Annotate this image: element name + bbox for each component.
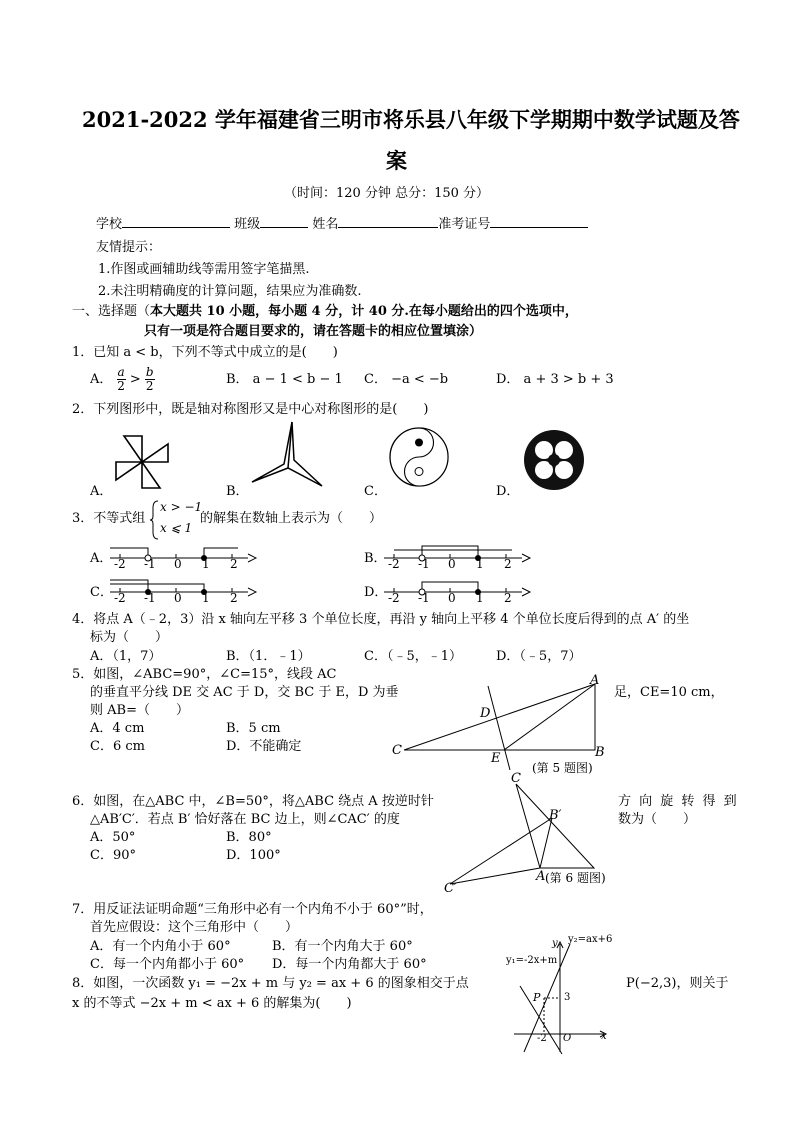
q2-option-a[interactable]: A． [90, 484, 113, 499]
q5-stem-3: 则 AB=（ ） [90, 703, 189, 718]
q1-option-b[interactable]: B． a − 1 < b − 1 [226, 372, 343, 387]
q6-stem-2-right: 数为（ ） [618, 812, 697, 827]
q1-option-d[interactable]: D． a + 3 > b + 3 [496, 372, 614, 387]
q8-label-y2: y₂=ax+6 [568, 934, 613, 945]
pinwheel-figure [112, 432, 172, 492]
q8-stem-1: 8．如图，一次函数 y₁ = −2x + m 与 y₂ = ax + 6 的图象相交于点 [72, 976, 469, 991]
class-label: 班级 [234, 217, 261, 232]
q5-label-e: E [491, 751, 501, 766]
q8-label-y1: y₁=-2x+m [506, 955, 558, 966]
q8-label-origin: O [563, 1033, 572, 1044]
section-instructions-2: 只有一项是符合题目要求的，请在答题卡的相应位置填涂） [144, 324, 483, 339]
section-heading [72, 304, 578, 320]
q6-fig-caption: (第 6 题图) [545, 871, 606, 885]
q1-a-num1: a [117, 365, 125, 379]
q4-option-c[interactable]: C．（﹣5，﹣1） [364, 649, 462, 664]
q8-label-p: P [533, 991, 541, 1004]
tips-heading: 友情提示： [96, 240, 162, 255]
q6-option-c[interactable]: C．90° [90, 848, 136, 863]
q7-stem-1: 7．用反证法证明命题“三角形中必有一个内角不小于 60°”时， [72, 902, 433, 917]
q1-option-a[interactable] [90, 366, 155, 393]
q4-option-a[interactable]: A．（1，7） [90, 649, 162, 664]
q1-a-op: > [129, 372, 141, 387]
q5-fig-caption: (第 5 题图) [532, 761, 593, 775]
q1-stem: 1．已知 a < b，下列不等式中成立的是( ) [72, 345, 338, 360]
q8-label-x-axis: x [601, 1031, 607, 1042]
q6-label-c-prime: C′ [444, 881, 457, 896]
three-point-star-figure [244, 420, 326, 492]
system-brace-icon [150, 500, 160, 540]
q5-option-c[interactable]: C．6 cm [90, 739, 145, 754]
q2-stem: 2．下列图形中，既是轴对称图形又是中心对称图形的是( ) [72, 402, 429, 417]
q1-a-den1: 2 [117, 379, 125, 393]
q5-option-a[interactable]: A．4 cm [90, 721, 145, 736]
q2-option-c[interactable]: C． [364, 484, 387, 499]
name-label: 姓名 [312, 217, 339, 232]
q3-option-a[interactable]: A． [90, 551, 113, 566]
q8-label-three: 3 [564, 992, 571, 1003]
q8-label-neg2: -2 [537, 1033, 547, 1044]
q3-option-b[interactable]: B． [364, 551, 387, 566]
q7-option-a[interactable]: A．有一个内角小于 60° [90, 939, 231, 954]
q3-option-d[interactable]: D． [364, 585, 388, 600]
q5-option-b[interactable]: B．5 cm [226, 721, 281, 736]
time-info: （时间：120 分钟 总分：150 分） [284, 186, 490, 201]
class-blank[interactable] [260, 214, 308, 228]
q5-option-d[interactable]: D．不能确定 [226, 739, 302, 754]
q6-option-a[interactable]: A．50° [90, 830, 136, 845]
q5-stem-2: 的垂直平分线 DE 交 AC 于 D，交 BC 于 E，D 为垂 [90, 685, 399, 700]
page-title: 2021-2022 学年福建省三明市将乐县八年级下学期期中数学试题及答 [82, 107, 740, 132]
page-title-cont: 案 [386, 148, 407, 173]
q6-label-c: C [511, 771, 521, 786]
name-blank[interactable] [338, 214, 438, 228]
q4-option-b[interactable]: B．（1．﹣1） [226, 649, 311, 664]
q4-stem-2: 标为（ ） [90, 630, 169, 645]
q3-stem [72, 511, 145, 527]
q7-option-c[interactable]: C．每一个内角都小于 60° [90, 957, 245, 972]
clover-circle-figure [522, 428, 586, 492]
q8-stem-2: x 的不等式 −2x + m < ax + 6 的解集为( ) [72, 996, 352, 1011]
q6-stem-2: △AB′C′．若点 B′ 恰好落在 BC 边上，则∠CAC′ 的度 [90, 812, 400, 827]
q5-stem-1: 5．如图，∠ABC=90°，∠C=15°，线段 AC [72, 667, 337, 682]
q8-function-graph [504, 936, 614, 1056]
q5-label-a: A [590, 673, 600, 688]
q3-system-2: x ⩽ 1 [160, 521, 193, 535]
q2-option-d[interactable]: D． [496, 484, 520, 499]
q7-option-b[interactable]: B．有一个内角大于 60° [272, 939, 413, 954]
q8-label-y-axis: y [552, 938, 558, 949]
q7-stem-2: 首先应假设：这个三角形中（ ） [90, 920, 299, 935]
q1-a-label: A． [90, 372, 113, 387]
q3-system-1: x > −1 [160, 500, 203, 514]
q5-stem-2-right: 足，CE=10 cm， [614, 685, 724, 700]
q5-label-d: D [480, 706, 491, 721]
yin-yang-figure [388, 426, 450, 488]
q3-stem-post: 的解集在数轴上表示为（ ） [200, 511, 383, 526]
q6-option-b[interactable]: B．80° [226, 830, 272, 845]
q6-stem-1: 6．如图，在△ABC 中，∠B=50°，将△ABC 绕点 A 按逆时针 [72, 794, 434, 809]
q7-option-d[interactable]: D．每一个内角都大于 60° [272, 957, 427, 972]
q3-option-c[interactable]: C． [90, 585, 113, 600]
q6-stem-1-right: 方 向 旋 转 得 到 [618, 794, 739, 809]
q6-option-d[interactable]: D．100° [226, 848, 281, 863]
school-blank[interactable] [122, 214, 230, 228]
q1-a-num2: b [145, 365, 154, 379]
q1-a-den2: 2 [145, 379, 154, 393]
q5-label-c: C [392, 743, 402, 758]
q1-option-c[interactable]: C． −a < −b [364, 372, 449, 387]
exam-no-blank[interactable] [490, 214, 588, 228]
q4-stem-1: 4．将点 A（﹣2，3）沿 x 轴向左平移 3 个单位长度，再沿 y 轴向上平移 4 个单位长度后得到的点 A′ 的坐 [72, 612, 690, 627]
q3-stem-pre: 3．不等式组 [72, 511, 146, 526]
q6-label-b-prime: B′ [549, 808, 562, 823]
q6-label-a: A [536, 869, 546, 884]
exam-no-label: 准考证号 [438, 217, 491, 232]
school-label: 学校 [96, 217, 123, 232]
section-instructions: 本大题共 10 小题，每小题 4 分，计 40 分.在每小题给出的四个选项中， [150, 304, 578, 319]
q8-stem-1-right: P(−2,3)，则关于 [626, 976, 729, 991]
q2-option-b[interactable]: B． [226, 484, 249, 499]
tip-2: 2.未注明精确度的计算问题，结果应为准确数. [98, 284, 362, 299]
q4-option-d[interactable]: D．（﹣5，7） [496, 649, 582, 664]
student-info-fields [96, 214, 588, 233]
tip-1: 1.作图或画辅助线等需用签字笔描黑. [98, 262, 310, 277]
section-label: 一、选择题（ [72, 304, 151, 319]
q5-label-b: B [595, 745, 605, 760]
